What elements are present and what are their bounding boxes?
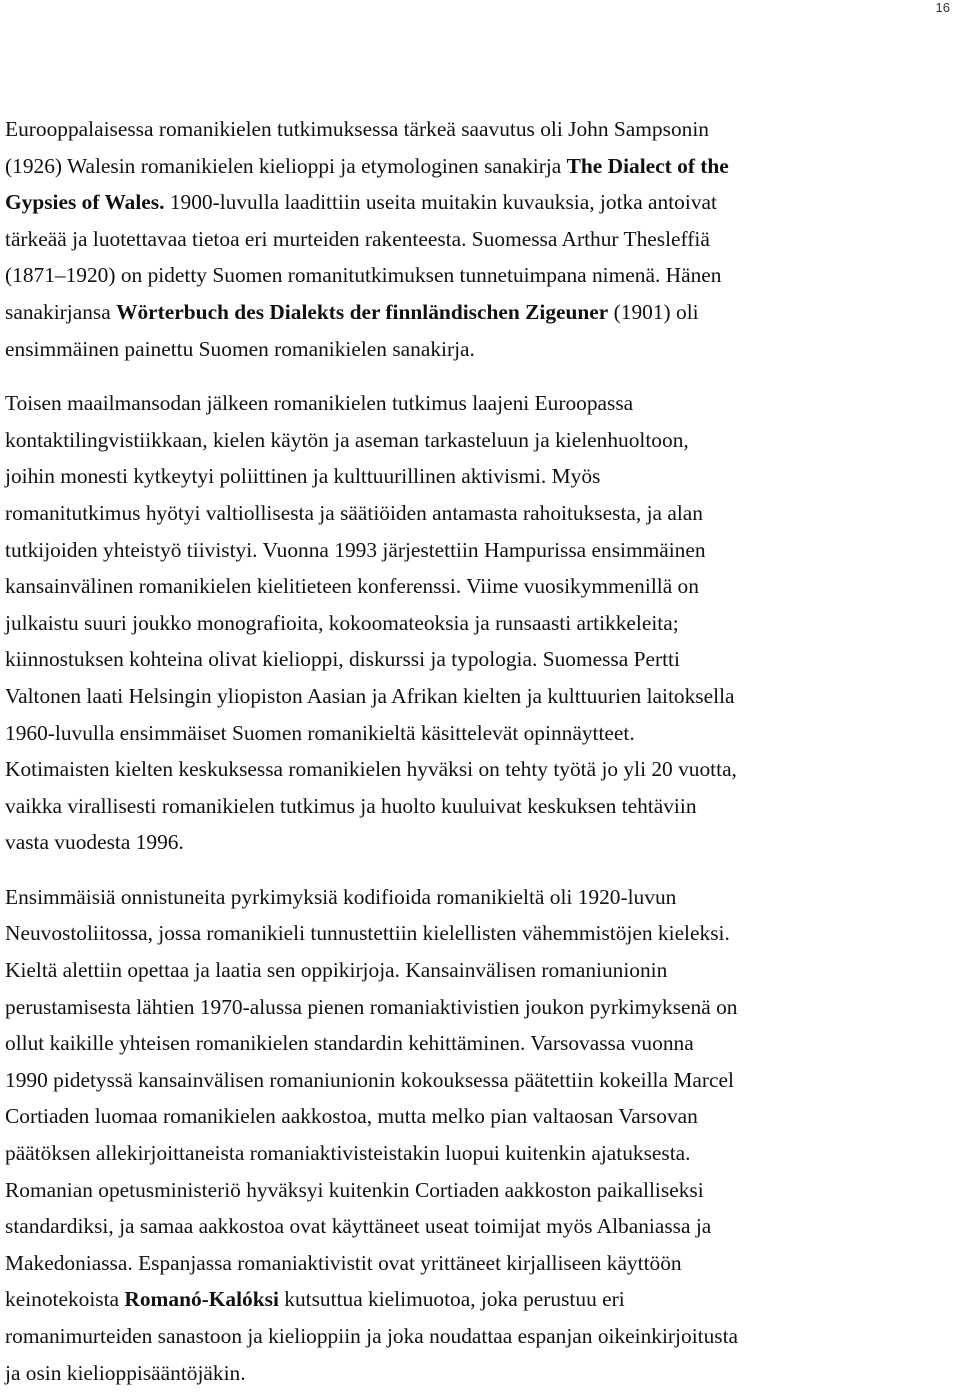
text-run: joihin monesti kytkeytyi poliittinen ja kulttuurillinen aktivismi. Myös	[5, 464, 601, 489]
text-line	[5, 148, 950, 185]
text-line	[5, 458, 950, 495]
text-run: Neuvostoliitossa, jossa romanikieli tunnustettiin kielellisten vähemmistöjen kieleksi.	[5, 921, 730, 946]
bold-title: The Dialect of the	[566, 153, 729, 178]
text-run: kutsuttua kielimuotoa, joka perustuu eri	[278, 1287, 625, 1312]
text-line	[5, 495, 950, 532]
text-run: (1901) oli	[608, 299, 699, 324]
bold-title: Gypsies of Wales.	[5, 190, 165, 215]
text-line	[5, 1062, 950, 1099]
text-run: ollut kaikille yhteisen romanikielen standardin kehittäminen. Varsovassa vuonna	[5, 1031, 694, 1056]
text-run: päätöksen allekirjoittaneista romaniaktivisteistakin luopui kuitenkin ajatuksesta.	[5, 1141, 691, 1166]
text-run: romanimurteiden sanastoon ja kielioppiin ja joka noudattaa espanjan oikeinkirjoitusta	[5, 1324, 739, 1348]
text-line	[5, 422, 950, 459]
bold-title: Romanó-Kalóksi	[124, 1287, 279, 1312]
text-line	[5, 1355, 950, 1392]
text-run: perustamisesta lähtien 1970-alussa pienen romaniaktivistien joukon pyrkimyksenä on	[5, 994, 738, 1019]
paragraph	[5, 385, 950, 861]
text-run: 1960-luvulla ensimmäiset Suomen romanikieltä käsittelevät opinnäytteet.	[5, 720, 635, 745]
text-run: julkaistu suuri joukko monografioita, kokoomateoksia ja runsaasti artikkeleita;	[5, 610, 679, 635]
text-line	[5, 184, 950, 221]
paragraph	[5, 111, 950, 367]
text-run: ja osin kielioppisääntöjäkin.	[5, 1360, 246, 1385]
text-run: 1990 pidetyssä kansainvälisen romaniunionin kokouksessa päätettiin kokeilla Marcel	[5, 1067, 734, 1092]
text-run: sanakirjansa	[5, 299, 117, 324]
text-line	[5, 1318, 950, 1355]
text-line	[5, 221, 950, 258]
text-line	[5, 294, 950, 331]
page-number: 16	[935, 0, 950, 15]
text-line	[5, 1245, 950, 1282]
text-run: kiinnostuksen kohteina olivat kielioppi, diskurssi ja typologia. Suomessa Pertti	[5, 647, 680, 672]
text-run: vaikka virallisesti romanikielen tutkimus ja huolto kuuluivat keskuksen tehtäviin	[5, 793, 697, 818]
text-line	[5, 1025, 950, 1062]
text-run: romanitutkimus hyötyi valtiollisesta ja säätiöiden antamasta rahoituksesta, ja alan	[5, 500, 703, 525]
text-run: Eurooppalaisessa romanikielen tutkimuksessa tärkeä saavutus oli John Sampsonin	[5, 117, 709, 141]
text-run: tutkijoiden yhteistyö tiivistyi. Vuonna 1993 järjestettiin Hampurissa ensimmäinen	[5, 537, 706, 562]
paragraph	[5, 879, 950, 1391]
text-run: Valtonen laati Helsingin yliopiston Aasian ja Afrikan kielten ja kulttuurien laitoksella	[5, 683, 735, 708]
text-line	[5, 257, 950, 294]
document-body	[5, 111, 950, 1391]
text-run: keinotekoista	[5, 1287, 125, 1312]
text-line	[5, 111, 950, 148]
text-line	[5, 1172, 950, 1209]
text-line	[5, 1135, 950, 1172]
text-line	[5, 1281, 950, 1318]
text-run: Toisen maailmansodan jälkeen romanikielen tutkimus laajeni Euroopassa	[5, 391, 634, 416]
text-run: 1900-luvulla laadittiin useita muitakin kuvauksia, jotka antoivat	[164, 190, 717, 215]
text-line	[5, 1208, 950, 1245]
text-line	[5, 788, 950, 825]
text-run: Kieltä alettiin opettaa ja laatia sen oppikirjoja. Kansainvälisen romaniunionin	[5, 958, 668, 983]
text-line	[5, 1098, 950, 1135]
text-run: Ensimmäisiä onnistuneita pyrkimyksiä kodifioida romanikieltä oli 1920-luvun	[5, 884, 677, 909]
bold-title: Wörterbuch des Dialekts der finnländischen Zigeuner	[116, 299, 609, 324]
text-run: Cortiaden luomaa romanikielen aakkostoa, mutta melko pian valtaosan Varsovan	[5, 1104, 698, 1129]
text-run: kontaktilingvistiikkaan, kielen käytön ja aseman tarkasteluun ja kielenhuoltoon,	[5, 427, 689, 452]
text-run: (1871–1920) on pidetty Suomen romanitutkimuksen tunnetuimpana nimenä. Hänen	[5, 263, 722, 288]
text-run: kansainvälinen romanikielen kielitieteen konferenssi. Viime vuosikymmenillä on	[5, 574, 699, 599]
text-line	[5, 331, 950, 368]
text-line	[5, 532, 950, 569]
text-line	[5, 952, 950, 989]
text-line	[5, 568, 950, 605]
text-line	[5, 605, 950, 642]
text-line	[5, 824, 950, 861]
text-run: (1926) Walesin romanikielen kielioppi ja etymologinen sanakirja	[5, 153, 567, 178]
text-line	[5, 641, 950, 678]
text-line	[5, 989, 950, 1026]
text-run: ensimmäinen painettu Suomen romanikielen sanakirja.	[5, 336, 475, 361]
text-line	[5, 879, 950, 916]
text-run: tärkeää ja luotettavaa tietoa eri murteiden rakenteesta. Suomessa Arthur Thesleffiä	[5, 226, 710, 251]
text-run: standardiksi, ja samaa aakkostoa ovat käyttäneet useat toimijat myös Albaniassa ja	[5, 1214, 712, 1239]
text-line	[5, 678, 950, 715]
text-run: Kotimaisten kielten keskuksessa romanikielen hyväksi on tehty työtä jo yli 20 vuotta,	[5, 757, 737, 782]
text-run: Romanian opetusministeriö hyväksyi kuitenkin Cortiaden aakkoston paikalliseksi	[5, 1177, 704, 1202]
text-run: Makedoniassa. Espanjassa romaniaktivistit ovat yrittäneet kirjalliseen käyttöön	[5, 1250, 682, 1275]
text-line	[5, 915, 950, 952]
text-line	[5, 751, 950, 788]
text-line	[5, 715, 950, 752]
text-line	[5, 385, 950, 422]
text-run: vasta vuodesta 1996.	[5, 830, 184, 855]
